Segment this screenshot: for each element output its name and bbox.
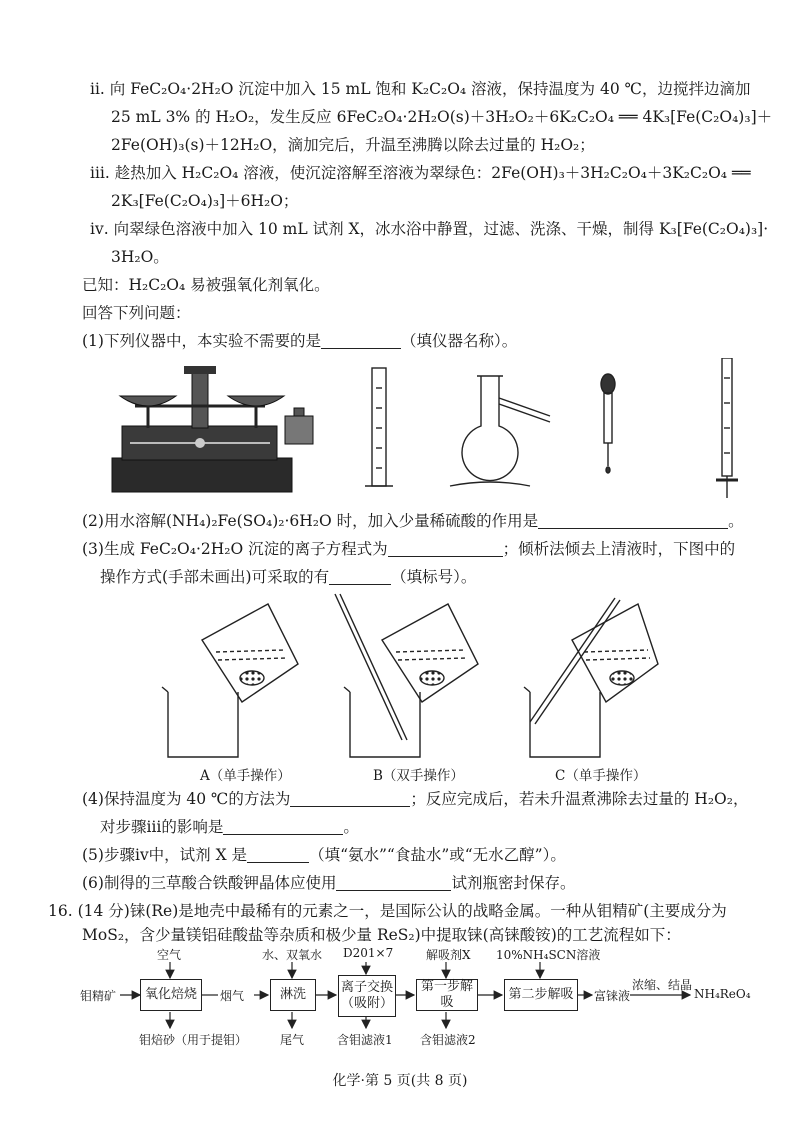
step-ii-line1: ⅱ. 向 FeC₂O₄·2H₂O 沉淀中加入 15 mL 饱和 K₂C₂O₄ 溶液，保持温度为 40 ℃，边搅拌边滴加 [90, 80, 751, 98]
answer-blank[interactable] [329, 568, 391, 585]
decanting-figure [160, 592, 660, 760]
flow-input-air: 空气 [157, 948, 182, 962]
flow-output-calcine: 钼焙砂（用于提钼） [139, 1033, 248, 1047]
burette-illustration [716, 358, 738, 498]
step-iii-line1: ⅲ. 趁热加入 H₂C₂O₄ 溶液，使沉淀溶解至溶液为翠绿色：2Fe(OH)₃＋3H₂C₂O₄＋3K₂C₂O₄ ══ [90, 164, 751, 182]
branched-flask-illustration [450, 376, 550, 486]
flow-input-resin: D201×7 [343, 946, 394, 960]
step-iv-line2: 3H₂O。 [111, 248, 169, 266]
flow-input-water-peroxide: 水、双氧水 [262, 948, 323, 962]
option-c-illustration [524, 598, 658, 757]
step-iii-line2: 2K₃[Fe(C₂O₄)₃]＋6H₂O； [111, 192, 299, 210]
flow-start-label: 钼精矿 [80, 989, 117, 1003]
flow-step-first-desorption: 第一步解吸 [416, 979, 478, 1011]
flow-step-second-desorption: 第二步解吸 [504, 979, 578, 1011]
question-4-line1: (4)保持温度为 40 ℃的方法为 ；反应完成后，若未升温煮沸除去过量的 H₂O₂， [82, 790, 749, 808]
flow-flue-gas-label: 烟气 [220, 989, 245, 1003]
flow-output-tail-gas: 尾气 [280, 1033, 305, 1047]
question-4-line2: 对步骤ⅲ的影响是 。 [100, 818, 359, 836]
flow-rhenium-rich-liquor: 富铼液 [594, 989, 631, 1003]
question-3-line1: (3)生成 FeC₂O₄·2H₂O 沉淀的离子方程式为 ；倾析法倾去上清液时，下图中的 [82, 540, 736, 558]
question-6: (6)制得的三草酸合铁酸钾晶体应使用 试剂瓶密封保存。 [82, 874, 576, 892]
option-a-caption: A（单手操作） [200, 768, 291, 784]
answer-blank[interactable] [290, 790, 410, 807]
answer-blank[interactable] [321, 332, 401, 349]
graduated-cylinder-illustration [365, 368, 393, 486]
balance-illustration [112, 366, 313, 492]
question-5: (5)步骤ⅳ中，试剂 X 是 （填“氨水”“食盐水”或“无水乙醇”）。 [82, 846, 566, 864]
question-2: (2)用水溶解(NH₄)₂Fe(SO₄)₂·6H₂O 时，加入少量稀硫酸的作用是 。 [82, 512, 744, 530]
option-b-caption: B（双手操作） [373, 768, 464, 784]
question-16-line1: 16. (14 分)铼(Re)是地壳中最稀有的元素之一，是国际公认的战略金属。一种从钼精矿(主要成分为 [48, 902, 727, 920]
page-footer: 化学·第 5 页(共 8 页) [332, 1073, 468, 1089]
answer-blank[interactable] [336, 874, 451, 891]
flow-step-oxidative-roasting: 氧化焙烧 [140, 979, 202, 1011]
option-a-illustration [162, 604, 298, 757]
flow-input-nh4scn: 10%NH₄SCN溶液 [496, 948, 601, 962]
flow-step-ion-exchange: 离子交换 （吸附） [338, 975, 396, 1017]
answer-blank[interactable] [388, 540, 503, 557]
step-ii-line3: 2Fe(OH)₃(s)＋12H₂O，滴加完后，升温至沸腾以除去过量的 H₂O₂； [111, 136, 595, 154]
answer-prompt: 回答下列问题： [82, 304, 191, 322]
question-16-line2: MoS₂，含少量镁铝硅酸盐等杂质和极少量 ReS₂)中提取铼(高铼酸铵)的工艺流程如下： [82, 926, 681, 944]
dropper-illustration [601, 374, 615, 473]
flow-product-nh4reo4: NH₄ReO₄ [694, 987, 751, 1001]
step-iv-line1: ⅳ. 向翠绿色溶液中加入 10 mL 试剂 X，冰水浴中静置，过滤、洗涤、干燥，制得 K₃[Fe(C₂O₄)₃]· [90, 220, 769, 238]
flow-input-desorbent-x: 解吸剂X [426, 948, 471, 962]
answer-blank[interactable] [538, 512, 728, 529]
flow-output-filtrate-2: 含钼滤液2 [420, 1033, 476, 1047]
question-1: (1)下列仪器中，本实验不需要的是 （填仪器名称）。 [82, 332, 518, 350]
flow-concentrate-crystallize: 浓缩、结晶 [632, 978, 693, 992]
option-c-caption: C（单手操作） [555, 768, 647, 784]
answer-blank[interactable] [223, 818, 343, 835]
known-note: 已知：H₂C₂O₄ 易被强氧化剂氧化。 [82, 276, 330, 294]
flow-arrows [0, 948, 800, 1058]
step-ii-line2: 25 mL 3% 的 H₂O₂，发生反应 6FeC₂O₄·2H₂O(s)＋3H₂O₂＋6K₂C₂O₄ ══ 4K₃[Fe(C₂O₄)₃]＋ [111, 108, 773, 126]
flow-output-filtrate-1: 含钼滤液1 [337, 1033, 393, 1047]
option-b-illustration [335, 594, 478, 757]
question-3-line2: 操作方式(手部未画出)可采取的有 （填标号）。 [100, 568, 477, 586]
flow-step-rinse: 淋洗 [270, 979, 316, 1011]
instruments-figure [110, 358, 750, 508]
answer-blank[interactable] [247, 846, 309, 863]
